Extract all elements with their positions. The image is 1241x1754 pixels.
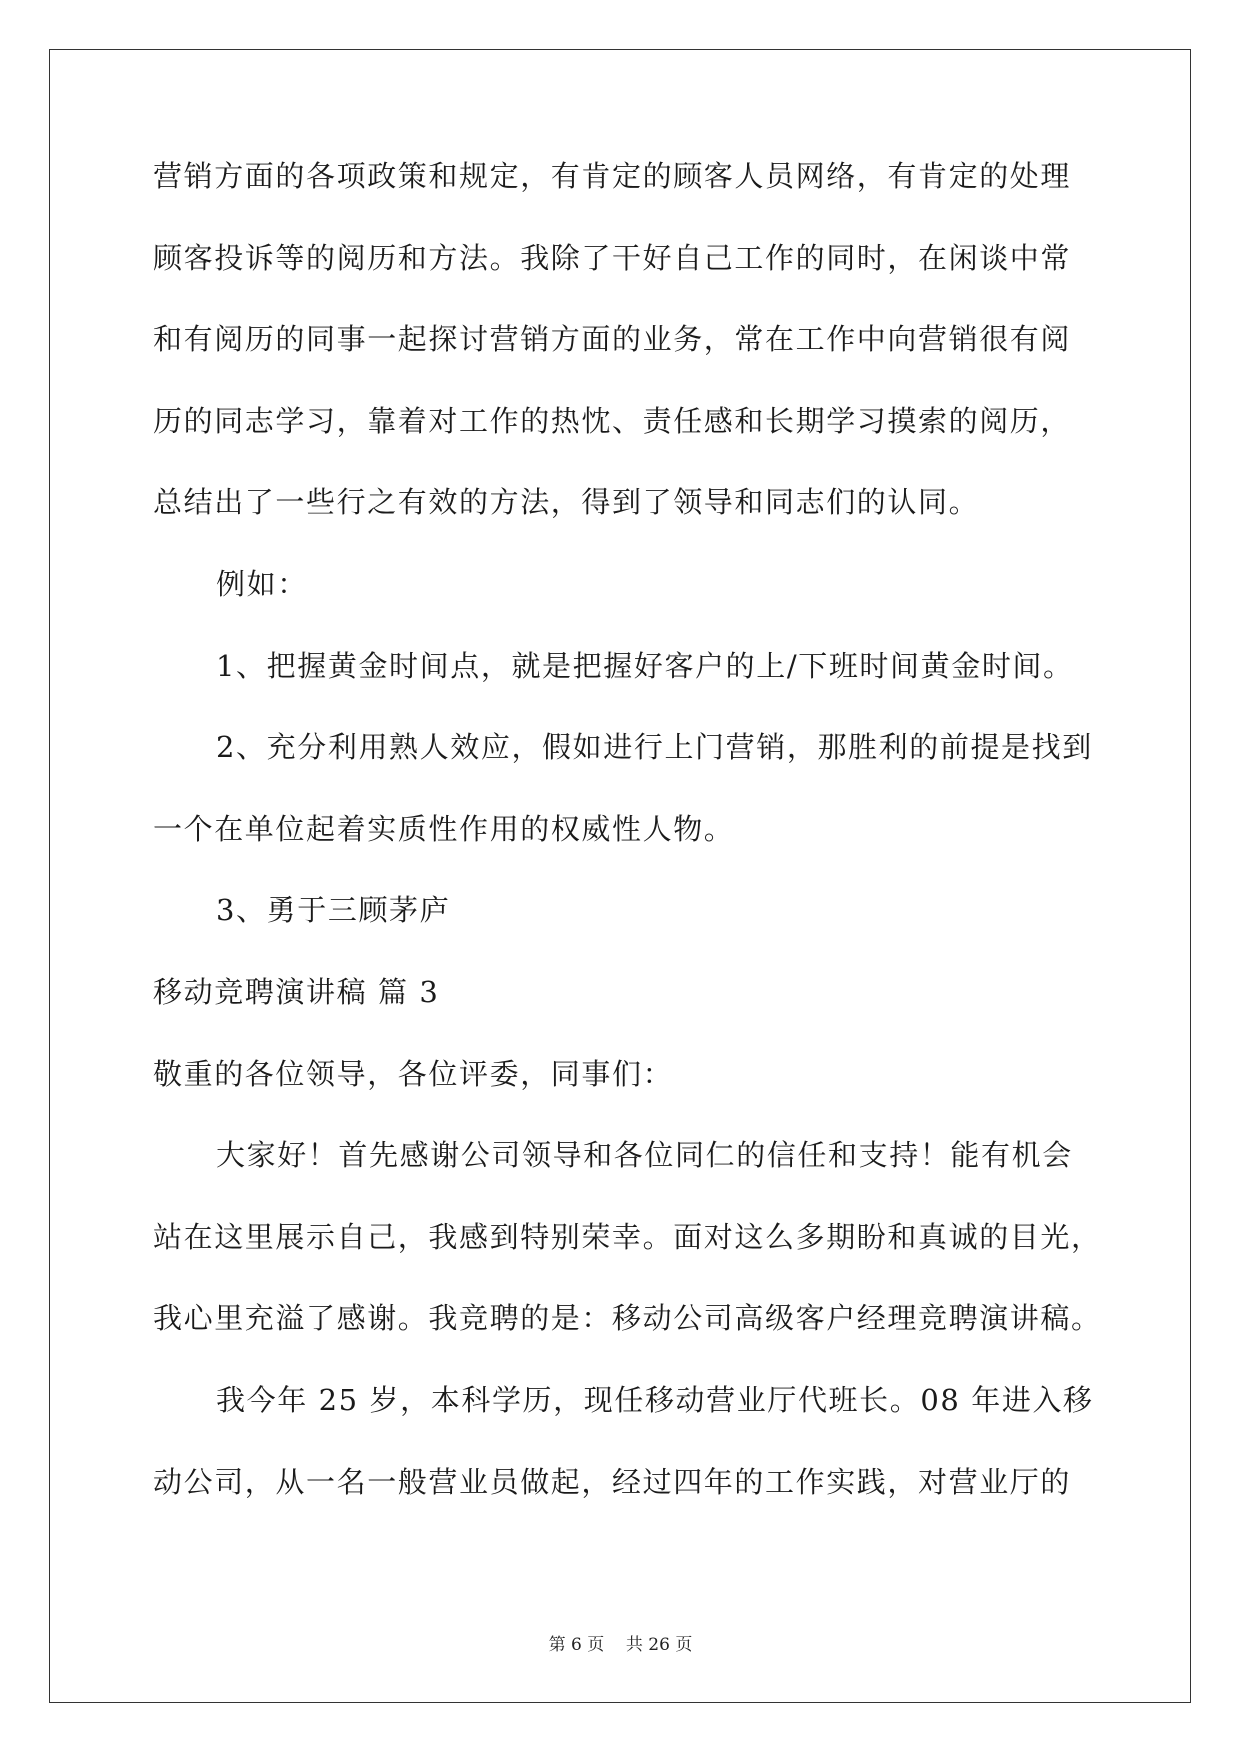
page-footer bbox=[0, 1635, 1241, 1655]
text-line-5: 总结出了一些行之有效的方法，得到了领导和同志们的认同。 bbox=[153, 485, 980, 520]
page-total: 共 26 页 bbox=[625, 1635, 693, 1655]
text-line-13: 大家好！首先感谢公司领导和各位同仁的信任和支持！能有机会 bbox=[216, 1138, 1073, 1173]
text-line-4: 历的同志学习，靠着对工作的热忱、责任感和长期学习摸索的阅历， bbox=[153, 403, 1072, 438]
text-line-2: 顾客投诉等的阅历和方法。我除了干好自己工作的同时，在闲谈中常 bbox=[153, 240, 1072, 275]
list-item-2: 2、充分利用熟人效应，假如进行上门营销，那胜利的前提是找到 bbox=[216, 730, 1093, 765]
text-line-17: 动公司，从一名一般营业员做起，经过四年的工作实践，对营业厅的 bbox=[153, 1464, 1072, 1499]
section-heading: 移动竞聘演讲稿 篇 3 bbox=[153, 974, 440, 1009]
text-line-16: 我今年 25 岁，本科学历，现任移动营业厅代班长。08 年进入移 bbox=[216, 1382, 1094, 1417]
text-line-6: 例如： bbox=[216, 566, 308, 601]
salutation: 敬重的各位领导，各位评委，同事们： bbox=[153, 1056, 674, 1091]
text-line-9: 一个在单位起着实质性作用的权威性人物。 bbox=[153, 811, 735, 846]
list-item-1: 1、把握黄金时间点，就是把握好客户的上/下班时间黄金时间。 bbox=[216, 648, 1074, 683]
text-line-3: 和有阅历的同事一起探讨营销方面的业务，常在工作中向营销很有阅 bbox=[153, 322, 1072, 357]
document-body bbox=[153, 159, 1102, 1547]
text-line-1: 营销方面的各项政策和规定，有肯定的顾客人员网络，有肯定的处理 bbox=[153, 159, 1072, 193]
text-line-15: 我心里充溢了感谢。我竞聘的是：移动公司高级客户经理竞聘演讲稿。 bbox=[153, 1301, 1102, 1336]
page-number: 第 6 页 bbox=[548, 1635, 605, 1655]
list-item-3: 3、勇于三顾茅庐 bbox=[216, 893, 451, 928]
text-line-14: 站在这里展示自己，我感到特别荣幸。面对这么多期盼和真诚的目光， bbox=[153, 1219, 1102, 1254]
